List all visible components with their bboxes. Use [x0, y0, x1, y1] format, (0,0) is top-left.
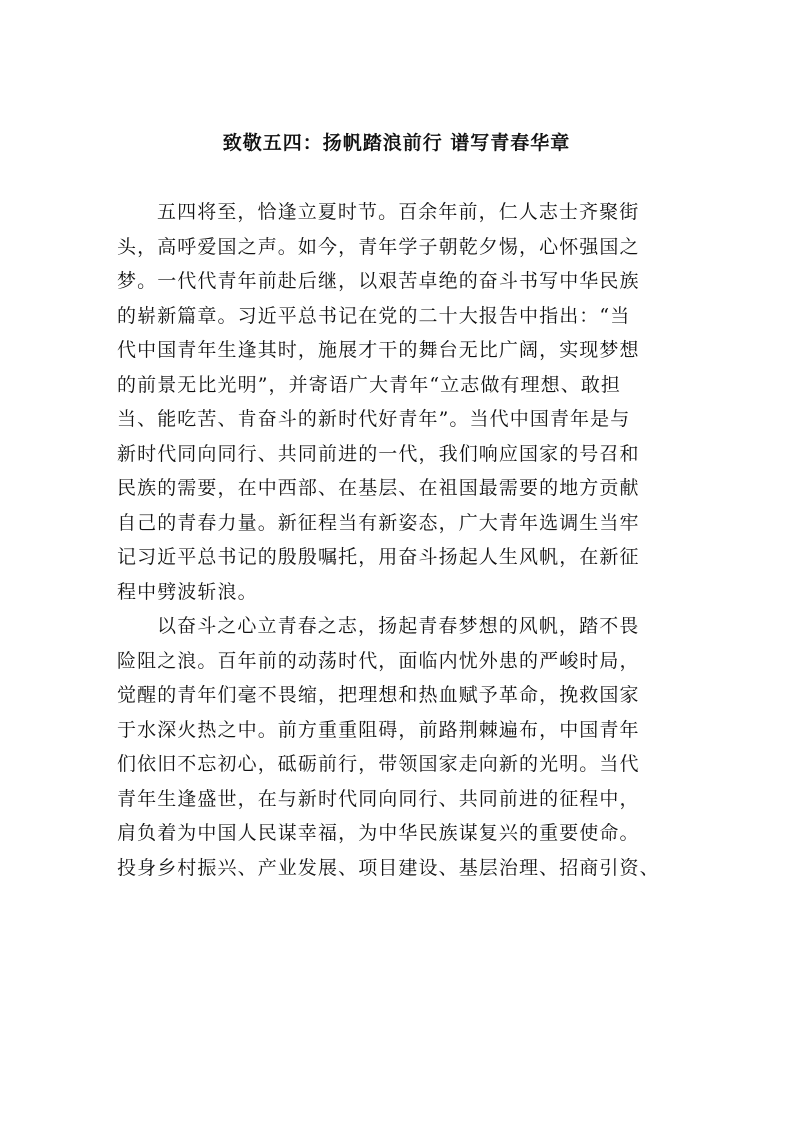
paragraph-line: 肩负着为中国人民谋幸福，为中华民族谋复兴的重要使命。	[117, 822, 640, 844]
paragraph-line: 们依旧不忘初心，砥砺前行，带领国家走向新的光明。当代	[117, 753, 640, 775]
paragraph-line: 记习近平总书记的殷殷嘱托，用奋斗扬起人生风帆，在新征	[117, 546, 640, 568]
paragraph-line: 五四将至，恰逢立夏时节。百余年前，仁人志士齐聚街	[157, 201, 640, 223]
paragraph-line: 觉醒的青年们毫不畏缩，把理想和热血赋予革命，挽救国家	[117, 684, 640, 706]
paragraph-line: 代中国青年生逢其时，施展才干的舞台无比广阔，实现梦想	[117, 339, 640, 361]
document-body	[117, 195, 677, 885]
paragraph-line: 梦。一代代青年前赴后继，以艰苦卓绝的奋斗书写中华民族	[117, 270, 640, 292]
paragraph-line: 新时代同向同行、共同前进的一代，我们响应国家的号召和	[117, 442, 640, 465]
paragraph-line: 民族的需要，在中西部、在基层、在祖国最需要的地方贡献	[117, 477, 640, 499]
paragraph-line: 青年生逢盛世，在与新时代同向同行、共同前进的征程中，	[117, 787, 640, 810]
paragraph-2	[117, 609, 677, 885]
paragraph-line: 程中劈波斩浪。	[117, 580, 258, 603]
paragraph-1	[117, 195, 677, 609]
paragraph-line: 头，高呼爱国之声。如今，青年学子朝乾夕惕，心怀强国之	[117, 235, 640, 258]
paragraph-line: 险阻之浪。百年前的动荡时代，面临内忧外患的严峻时局，	[117, 649, 640, 672]
paragraph-line: 的崭新篇章。习近平总书记在党的二十大报告中指出：“当	[117, 304, 631, 327]
paragraph-line: 自己的青春力量。新征程当有新姿态，广大青年选调生当牢	[117, 511, 640, 534]
paragraph-line: 投身乡村振兴、产业发展、项目建设、基层治理、招商引资、	[117, 856, 660, 879]
paragraph-line: 当、能吃苦、肯奋斗的新时代好青年”。当代中国青年是与	[117, 408, 631, 430]
paragraph-line: 的前景无比光明”，并寄语广大青年“立志做有理想、敢担	[117, 373, 622, 396]
document-title: 致敬五四：扬帆踏浪前行 谱写青春华章	[222, 132, 571, 154]
paragraph-line: 以奋斗之心立青春之志，扬起青春梦想的风帆，踏不畏	[157, 615, 640, 637]
paragraph-line: 于水深火热之中。前方重重阻碍，前路荆棘遍布，中国青年	[117, 718, 640, 741]
